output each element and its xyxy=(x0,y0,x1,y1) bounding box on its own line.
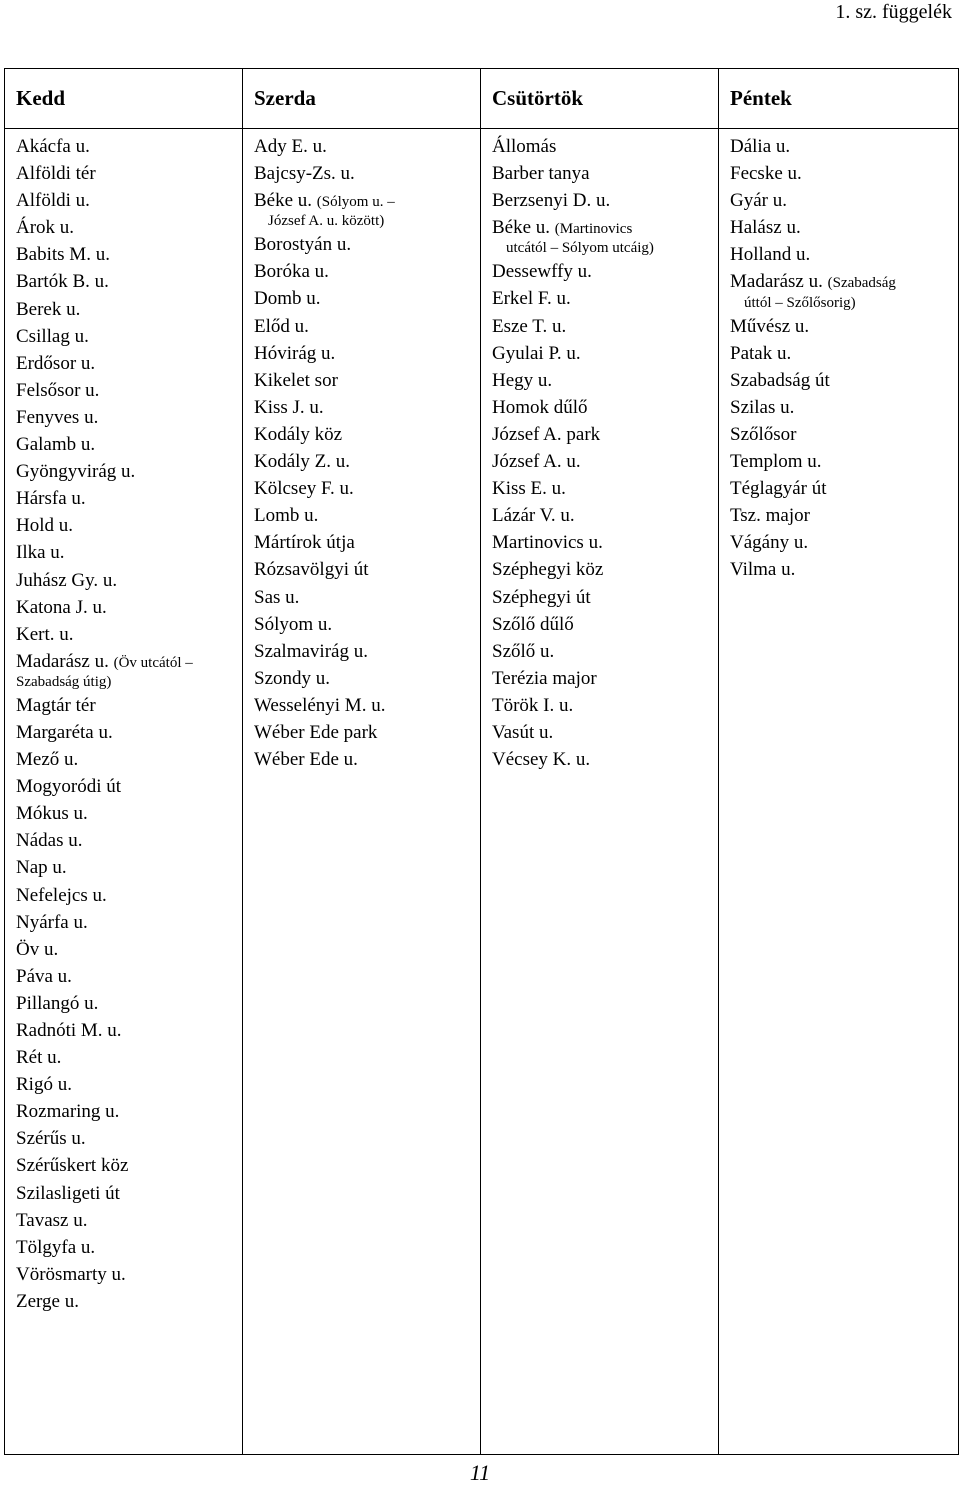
street-name: Árok u. xyxy=(16,217,75,239)
street-section-note: (Sólyom u. – xyxy=(316,194,395,211)
street-entry xyxy=(492,313,712,340)
street-entry xyxy=(492,692,712,719)
street-name: Kiss J. u. xyxy=(254,396,324,418)
street-entry xyxy=(16,350,236,377)
street-entry xyxy=(16,377,236,404)
street-name: Kodály Z. u. xyxy=(254,451,351,473)
street-name: Széphegyi út xyxy=(492,586,591,608)
street-entry xyxy=(16,431,236,458)
street-entry xyxy=(16,1152,236,1179)
street-entry xyxy=(492,746,712,773)
street-name: Alföldi tér xyxy=(16,163,96,185)
street-name: Hóvirág u. xyxy=(254,342,336,364)
street-name: Fenyves u. xyxy=(16,406,99,428)
street-entry xyxy=(254,692,474,719)
street-entry xyxy=(492,187,712,214)
street-name: Tavasz u. xyxy=(16,1209,88,1231)
street-entry xyxy=(254,475,474,502)
street-name: Kölcsey F. u. xyxy=(254,478,354,500)
street-entry xyxy=(254,665,474,692)
street-entry xyxy=(16,882,236,909)
street-name: Művész u. xyxy=(730,315,810,337)
street-name: Török I. u. xyxy=(492,694,574,716)
street-name: Szőlősor xyxy=(730,423,797,445)
street-name: Homok dűlő xyxy=(492,396,588,418)
street-name: Margaréta u. xyxy=(16,721,113,743)
street-name: Patak u. xyxy=(730,342,792,364)
street-entry xyxy=(16,936,236,963)
street-entry xyxy=(16,1207,236,1234)
street-entry xyxy=(16,963,236,990)
street-entry xyxy=(16,1234,236,1261)
street-name: Boróka u. xyxy=(254,261,329,283)
street-entry xyxy=(16,241,236,268)
street-name: Juhász Gy. u. xyxy=(16,569,118,591)
street-name: Gyár u. xyxy=(730,190,787,212)
street-name: Vilma u. xyxy=(730,559,796,581)
street-entry xyxy=(254,746,474,773)
street-name: Ilka u. xyxy=(16,542,65,564)
street-entry xyxy=(492,394,712,421)
street-name: Mező u. xyxy=(16,749,79,771)
street-name: Barber tanya xyxy=(492,163,590,185)
street-entry xyxy=(254,258,474,285)
street-name: Alföldi u. xyxy=(16,190,90,212)
column-friday xyxy=(719,129,959,1455)
street-entry xyxy=(254,448,474,475)
street-name: Bartók B. u. xyxy=(16,271,109,293)
street-name: Akácfa u. xyxy=(16,136,90,157)
street-name: Sas u. xyxy=(254,586,300,608)
street-entry xyxy=(730,367,952,394)
street-name: Szalmavirág u. xyxy=(254,640,368,662)
street-name: Hold u. xyxy=(16,515,73,537)
street-name: Domb u. xyxy=(254,288,321,310)
street-entry xyxy=(254,638,474,665)
street-entry xyxy=(16,512,236,539)
street-entry xyxy=(730,556,952,583)
street-name: Martinovics u. xyxy=(492,532,603,554)
street-entry xyxy=(16,1261,236,1288)
street-name: Mogyoródi út xyxy=(16,776,122,798)
street-name: Bajcsy-Zs. u. xyxy=(254,163,355,185)
street-entry xyxy=(16,160,236,187)
street-entry xyxy=(16,594,236,621)
street-name: Rózsavölgyi út xyxy=(254,559,369,581)
column-tuesday xyxy=(5,129,243,1455)
column-heading-friday: Péntek xyxy=(719,69,959,129)
street-entry xyxy=(492,214,712,258)
street-name: Béke u. xyxy=(254,190,313,212)
page-number: 11 xyxy=(469,1460,491,1485)
street-entry xyxy=(492,611,712,638)
street-name: Madarász u. xyxy=(16,650,109,672)
street-name: Mártírok útja xyxy=(254,532,355,554)
street-name: Terézia major xyxy=(492,667,597,689)
street-entry xyxy=(492,340,712,367)
street-name: Szőlő u. xyxy=(492,640,555,662)
street-name: Felsősor u. xyxy=(16,379,100,401)
street-name: Széphegyi köz xyxy=(492,559,604,581)
street-entry xyxy=(492,556,712,583)
street-entry xyxy=(730,241,952,268)
street-section-note: (Martinovics xyxy=(554,221,633,238)
column-thursday xyxy=(481,129,719,1455)
street-name: Gyulai P. u. xyxy=(492,342,581,364)
street-name: Nap u. xyxy=(16,857,67,879)
street-name: Kiss E. u. xyxy=(492,478,566,500)
street-entry xyxy=(16,990,236,1017)
street-entry xyxy=(492,502,712,529)
street-section-note: (Öv utcától – xyxy=(113,654,193,671)
street-name: Öv u. xyxy=(16,938,59,960)
street-entry xyxy=(16,187,236,214)
street-name: Wéber Ede park xyxy=(254,721,378,743)
street-entry xyxy=(16,1071,236,1098)
street-name: Berek u. xyxy=(16,298,81,320)
street-name: Szilasligeti út xyxy=(16,1182,120,1204)
street-entry xyxy=(492,719,712,746)
street-entry xyxy=(730,394,952,421)
street-entry xyxy=(254,313,474,340)
street-name: Szondy u. xyxy=(254,667,330,689)
street-entry xyxy=(254,340,474,367)
street-entry xyxy=(16,1180,236,1207)
street-entry xyxy=(492,285,712,312)
street-name: Nefelejcs u. xyxy=(16,884,107,906)
street-name: Galamb u. xyxy=(16,434,96,456)
street-name: Nádas u. xyxy=(16,830,83,852)
street-name: József A. park xyxy=(492,423,601,445)
street-name: Kert. u. xyxy=(16,623,74,645)
street-name: Gyöngyvirág u. xyxy=(16,461,136,483)
street-entry xyxy=(16,1288,236,1315)
street-entry xyxy=(16,827,236,854)
street-name: József A. u. xyxy=(492,451,581,473)
street-entry xyxy=(254,556,474,583)
street-entry xyxy=(16,854,236,881)
street-entry xyxy=(730,133,952,160)
street-entry xyxy=(730,421,952,448)
street-entry xyxy=(730,340,952,367)
street-entry xyxy=(254,719,474,746)
street-entry xyxy=(16,567,236,594)
street-entry xyxy=(16,621,236,648)
street-name: Radnóti M. u. xyxy=(16,1020,122,1041)
street-entry xyxy=(254,187,474,231)
collection-schedule-table xyxy=(4,68,959,1455)
street-name: Babits M. u. xyxy=(16,244,110,266)
street-name: Szérűs u. xyxy=(16,1128,86,1150)
street-entry xyxy=(492,584,712,611)
street-entry xyxy=(730,529,952,556)
street-entry xyxy=(16,909,236,936)
street-name: Vágány u. xyxy=(730,532,809,554)
street-name: Vécsey K. u. xyxy=(492,749,591,771)
column-heading-thursday: Csütörtök xyxy=(481,69,719,129)
street-name: Lázár V. u. xyxy=(492,505,575,527)
street-entry xyxy=(492,258,712,285)
street-entry xyxy=(16,1017,236,1044)
street-name: Madarász u. xyxy=(730,271,823,293)
column-heading-wednesday: Szerda xyxy=(243,69,481,129)
street-entry xyxy=(730,448,952,475)
street-entry xyxy=(16,485,236,512)
street-name: Templom u. xyxy=(730,451,822,473)
street-name: Erkel F. u. xyxy=(492,288,571,310)
street-name: Állomás xyxy=(492,136,557,157)
street-name: Wéber Ede u. xyxy=(254,749,358,771)
street-name: Tölgyfa u. xyxy=(16,1236,96,1258)
street-entry xyxy=(16,296,236,323)
street-name: Vasút u. xyxy=(492,721,554,743)
street-name: Holland u. xyxy=(730,244,811,266)
street-entry xyxy=(730,214,952,241)
street-name: Mókus u. xyxy=(16,803,88,825)
street-entry xyxy=(254,502,474,529)
street-name: Rozmaring u. xyxy=(16,1101,120,1123)
street-section-note: (Szabadság xyxy=(827,275,896,292)
street-entry xyxy=(16,404,236,431)
street-name: Esze T. u. xyxy=(492,315,567,337)
street-entry xyxy=(16,773,236,800)
street-entry xyxy=(492,160,712,187)
street-name: Katona J. u. xyxy=(16,596,107,618)
street-entry xyxy=(492,475,712,502)
street-entry xyxy=(16,133,236,160)
street-name: Hegy u. xyxy=(492,369,553,391)
street-entry xyxy=(730,502,952,529)
street-section-note-continued: Szabadság útig) xyxy=(16,673,112,690)
street-name: Hársfa u. xyxy=(16,488,86,510)
street-name: Erdősor u. xyxy=(16,352,96,374)
street-name: Béke u. xyxy=(492,217,551,239)
street-name: Magtár tér xyxy=(16,694,96,716)
header-row xyxy=(5,69,959,129)
street-entry xyxy=(16,719,236,746)
street-name: Dália u. xyxy=(730,136,791,157)
street-name: Vörösmarty u. xyxy=(16,1263,126,1285)
street-name: Pillangó u. xyxy=(16,992,99,1014)
street-entry xyxy=(16,458,236,485)
street-entry xyxy=(492,448,712,475)
appendix-label: 1. sz. függelék xyxy=(835,1,952,23)
street-name: Rigó u. xyxy=(16,1074,72,1096)
street-name: Lomb u. xyxy=(254,505,319,527)
street-name: Csillag u. xyxy=(16,325,89,347)
street-name: Kodály köz xyxy=(254,423,343,445)
street-name: Szérűskert köz xyxy=(16,1155,129,1177)
street-entry xyxy=(16,1125,236,1152)
street-entry xyxy=(730,475,952,502)
street-name: Téglagyár út xyxy=(730,478,827,500)
street-entry xyxy=(254,421,474,448)
street-entry xyxy=(492,367,712,394)
street-entry xyxy=(254,529,474,556)
street-entry xyxy=(492,421,712,448)
body-row xyxy=(5,129,959,1455)
street-name: Szőlő dűlő xyxy=(492,613,574,635)
street-entry xyxy=(16,214,236,241)
street-name: Ady E. u. xyxy=(254,136,327,157)
street-entry xyxy=(16,1044,236,1071)
street-name: Halász u. xyxy=(730,217,801,239)
street-entry xyxy=(730,187,952,214)
street-name: Tsz. major xyxy=(730,505,810,527)
street-entry xyxy=(16,1098,236,1125)
street-entry xyxy=(16,323,236,350)
street-entry xyxy=(492,638,712,665)
street-entry xyxy=(16,692,236,719)
street-name: Szabadság út xyxy=(730,369,830,391)
street-entry xyxy=(254,285,474,312)
street-entry xyxy=(254,367,474,394)
street-entry xyxy=(254,394,474,421)
street-name: Nyárfa u. xyxy=(16,911,88,933)
street-name: Zerge u. xyxy=(16,1290,79,1312)
street-entry xyxy=(254,133,474,160)
street-entry xyxy=(254,231,474,258)
street-name: Wesselényi M. u. xyxy=(254,694,386,716)
column-wednesday xyxy=(243,129,481,1455)
street-entry xyxy=(16,268,236,295)
street-name: Szilas u. xyxy=(730,396,795,418)
street-entry xyxy=(730,313,952,340)
street-name: Előd u. xyxy=(254,315,309,337)
street-name: Fecske u. xyxy=(730,163,802,185)
street-name: Sólyom u. xyxy=(254,613,333,635)
street-name: Rét u. xyxy=(16,1047,62,1069)
street-entry xyxy=(730,160,952,187)
street-entry xyxy=(492,133,712,160)
column-heading-tuesday: Kedd xyxy=(5,69,243,129)
street-entry xyxy=(16,800,236,827)
street-entry xyxy=(16,746,236,773)
street-entry xyxy=(254,611,474,638)
street-name: Borostyán u. xyxy=(254,234,352,256)
street-section-note-continued: utcától – Sólyom utcáig) xyxy=(506,240,654,257)
street-entry xyxy=(254,160,474,187)
street-section-note-continued: József A. u. között) xyxy=(268,213,385,230)
street-entry xyxy=(730,268,952,312)
street-entry xyxy=(16,539,236,566)
street-entry xyxy=(254,584,474,611)
street-entry xyxy=(16,648,236,692)
street-entry xyxy=(492,665,712,692)
street-name: Berzsenyi D. u. xyxy=(492,190,611,212)
street-entry xyxy=(492,529,712,556)
street-name: Dessewffy u. xyxy=(492,261,592,283)
street-name: Kikelet sor xyxy=(254,369,338,391)
street-section-note-continued: úttól – Szőlősorig) xyxy=(744,294,856,311)
street-name: Páva u. xyxy=(16,965,72,987)
